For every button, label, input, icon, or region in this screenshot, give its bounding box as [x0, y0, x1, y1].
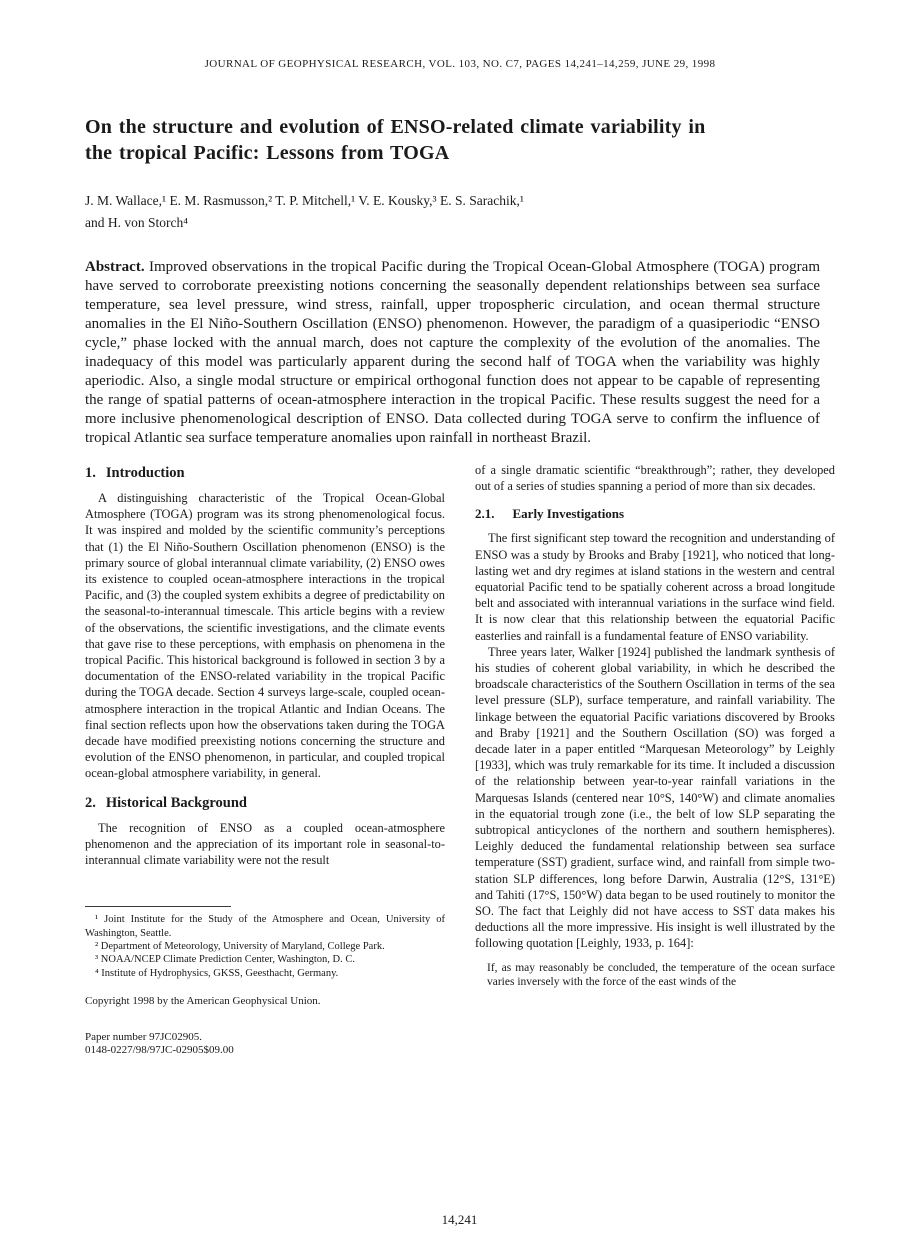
running-head: JOURNAL OF GEOPHYSICAL RESEARCH, VOL. 103, NO. C7, PAGES 14,241–14,259, JUNE 29, 1998	[204, 58, 716, 70]
subsection-heading-early-investigations	[475, 505, 835, 522]
block-quote: If, as may reasonably be concluded, the temperature of the ocean surface varies inversely with the force of the east winds of the	[487, 961, 835, 988]
introduction-paragraph: A distinguishing characteristic of the Tropical Ocean-Global Atmosphere (TOGA) program was its strong phenomenological focus. It was inspired and molded by the scientific community’s perceptions that (1) the El Niño-Southern Oscillation phenomenon (ENSO) is the primary source of global interannual climate variability, (2) ENSO owes its existence to coupled ocean-atmosphere interactions in the tropical Pacific, and (3) the coupled system exhibits a degree of predictability on the seasonal-to-interannual timescale. This article begins with a review of the observations, the scientific investigations, and the climate events that gave rise to these perceptions, with emphasis on phenomena in the tropical Pacific. This historical background is followed in section 3 by a documentation of the ENSO-related variability in the tropical Pacific during the TOGA decade. Section 4 surveys large-scale, coupled ocean-atmosphere interaction in the tropical Atlantic and Indian Oceans. The final section reflects upon how the observations taken during the TOGA decade have modified preexisting notions concerning the structure and evolution of the ENSO phenomenon, in particular, and coupled tropical ocean-global atmosphere variability, in general.	[85, 491, 445, 781]
footnote-divider	[85, 906, 231, 907]
continuation-paragraph: of a single dramatic scientific “breakthrough”; rather, they developed out of a series of studies spanning a period of more than six decades.	[475, 463, 835, 494]
section-number: 2.	[85, 794, 96, 811]
subsection-title: Early Investigations	[512, 506, 625, 522]
article-title: On the structure and evolution of ENSO-related climate variability in the tropical Pacific: Lessons from TOGA	[85, 116, 706, 164]
footnote-1: ¹ Joint Institute for the Study of the Atmosphere and Ocean, University of Washington, Seattle.	[85, 914, 445, 939]
early-investigations-paragraph-2: Three years later, Walker [1924] published the landmark synthesis of his studies of coherent global variability, in which he described the broadscale characteristics of the Southern Oscillation in terms of the sea level pressure (SLP), surface temperature, and rainfall variability. The linkage between the equatorial Pacific variations discovered by Brooks and Braby [1921] and the Southern Oscillation (SO) was forged a decade later in a paper entitled “Marquesan Meteorology” by Leighly [1933], which was truly remarkable for its time. It included a discussion of the relationship between year-to-year rainfall variations in the Marquesas Islands (centered near 10°S, 140°W) and climate anomalies in the equatorial trough zone (i.e., the belt of low SLP separating the subtropical anticyclones of the northern and southern hemispheres). Leighly deduced the fundamental relationship between sea surface temperature (SST) gradient, surface wind, and rainfall from simple two-station SLP differences, long before Darwin, Australia (12°S, 131°E) and Tahiti (17°S, 150°W) data began to be used routinely to monitor the SO. The fact that Leighly did not have access to SST data makes his deductions all the more impressive. His insight is well illustrated by the following quotation [Leighly, 1933, p. 164]:	[475, 644, 835, 951]
paper-number-block	[85, 1031, 445, 1058]
issn-line: 0148-0227/98/97JC-02905$09.00	[85, 1044, 234, 1057]
footnote-4: ⁴ Institute of Hydrophysics, GKSS, Geesthacht, Germany.	[95, 967, 339, 979]
section-heading-historical-background	[85, 794, 445, 812]
footnote-3: ³ NOAA/NCEP Climate Prediction Center, Washington, D. C.	[95, 954, 355, 966]
footnote-2: ² Department of Meteorology, University of Maryland, College Park.	[95, 941, 385, 953]
left-column	[85, 462, 445, 1058]
subsection-number: 2.1.	[475, 506, 495, 522]
early-investigations-paragraph-1: The first significant step toward the recognition and understanding of ENSO was a study by Brooks and Braby [1921], who noticed that long-lasting wet and dry regimes at island stations in the western and central equatorial Pacific tend to be spatially coherent across a broad longitude belt and associated with interannual variations in the surface wind field. It is now clear that this relationship between the equatorial Pacific easterlies and rainfall is a fundamental feature of ENSO variability.	[475, 531, 835, 643]
section-title: Historical Background	[105, 794, 247, 811]
abstract-label: Abstract.	[85, 259, 145, 275]
paper-number-line: Paper number 97JC02905.	[85, 1030, 203, 1043]
abstract-text: Improved observations in the tropical Pacific during the Tropical Ocean-Global Atmosphere (TOGA) program have served to corroborate preexisting notions concerning the seasonally dependent relationships between sea surface temperature, sea level pressure, wind stress, rainfall, upper tropospheric circulation, and ocean thermal structure anomalies in the El Niño-Southern Oscillation (ENSO) phenomenon. However, the paradigm of a quasiperiodic “ENSO cycle,” phase locked with the annual march, does not capture the complexity of the evolution of the anomalies. The inadequacy of this model was particularly apparent during the second half of TOGA when the variability was highly aperiodic. Also, a single modal structure or empirical orthogonal function does not appear to be capable of representing the range of spatial patterns of ocean-atmosphere interaction in the tropical Pacific. These results suggest the need for a more inclusive phenomenological description of ENSO. Data collected during TOGA serve to confirm the influence of tropical Atlantic sea surface temperature anomalies upon rainfall in northeast Brazil.	[85, 259, 821, 446]
section-number: 1.	[85, 465, 96, 481]
footnote-block	[85, 906, 445, 1057]
section-heading-introduction	[85, 464, 445, 482]
author-line-2: and H. von Storch⁴	[85, 215, 188, 230]
author-block	[85, 190, 835, 234]
historical-background-paragraph: The recognition of ENSO as a coupled ocean-atmosphere phenomenon and the appreciation of its important role in seasonal-to-interannual climate variability were not the result	[85, 820, 445, 868]
two-column-body	[85, 462, 835, 1058]
author-line-1: J. M. Wallace,¹ E. M. Rasmusson,² T. P. Mitchell,¹ V. E. Kousky,³ E. S. Sarachik,¹	[85, 193, 524, 208]
page-number: 14,241	[441, 1212, 478, 1227]
right-column	[475, 462, 835, 1058]
section-title: Introduction	[105, 465, 185, 481]
copyright-line: Copyright 1998 by the American Geophysical Union.	[85, 995, 321, 1008]
abstract	[85, 258, 820, 448]
